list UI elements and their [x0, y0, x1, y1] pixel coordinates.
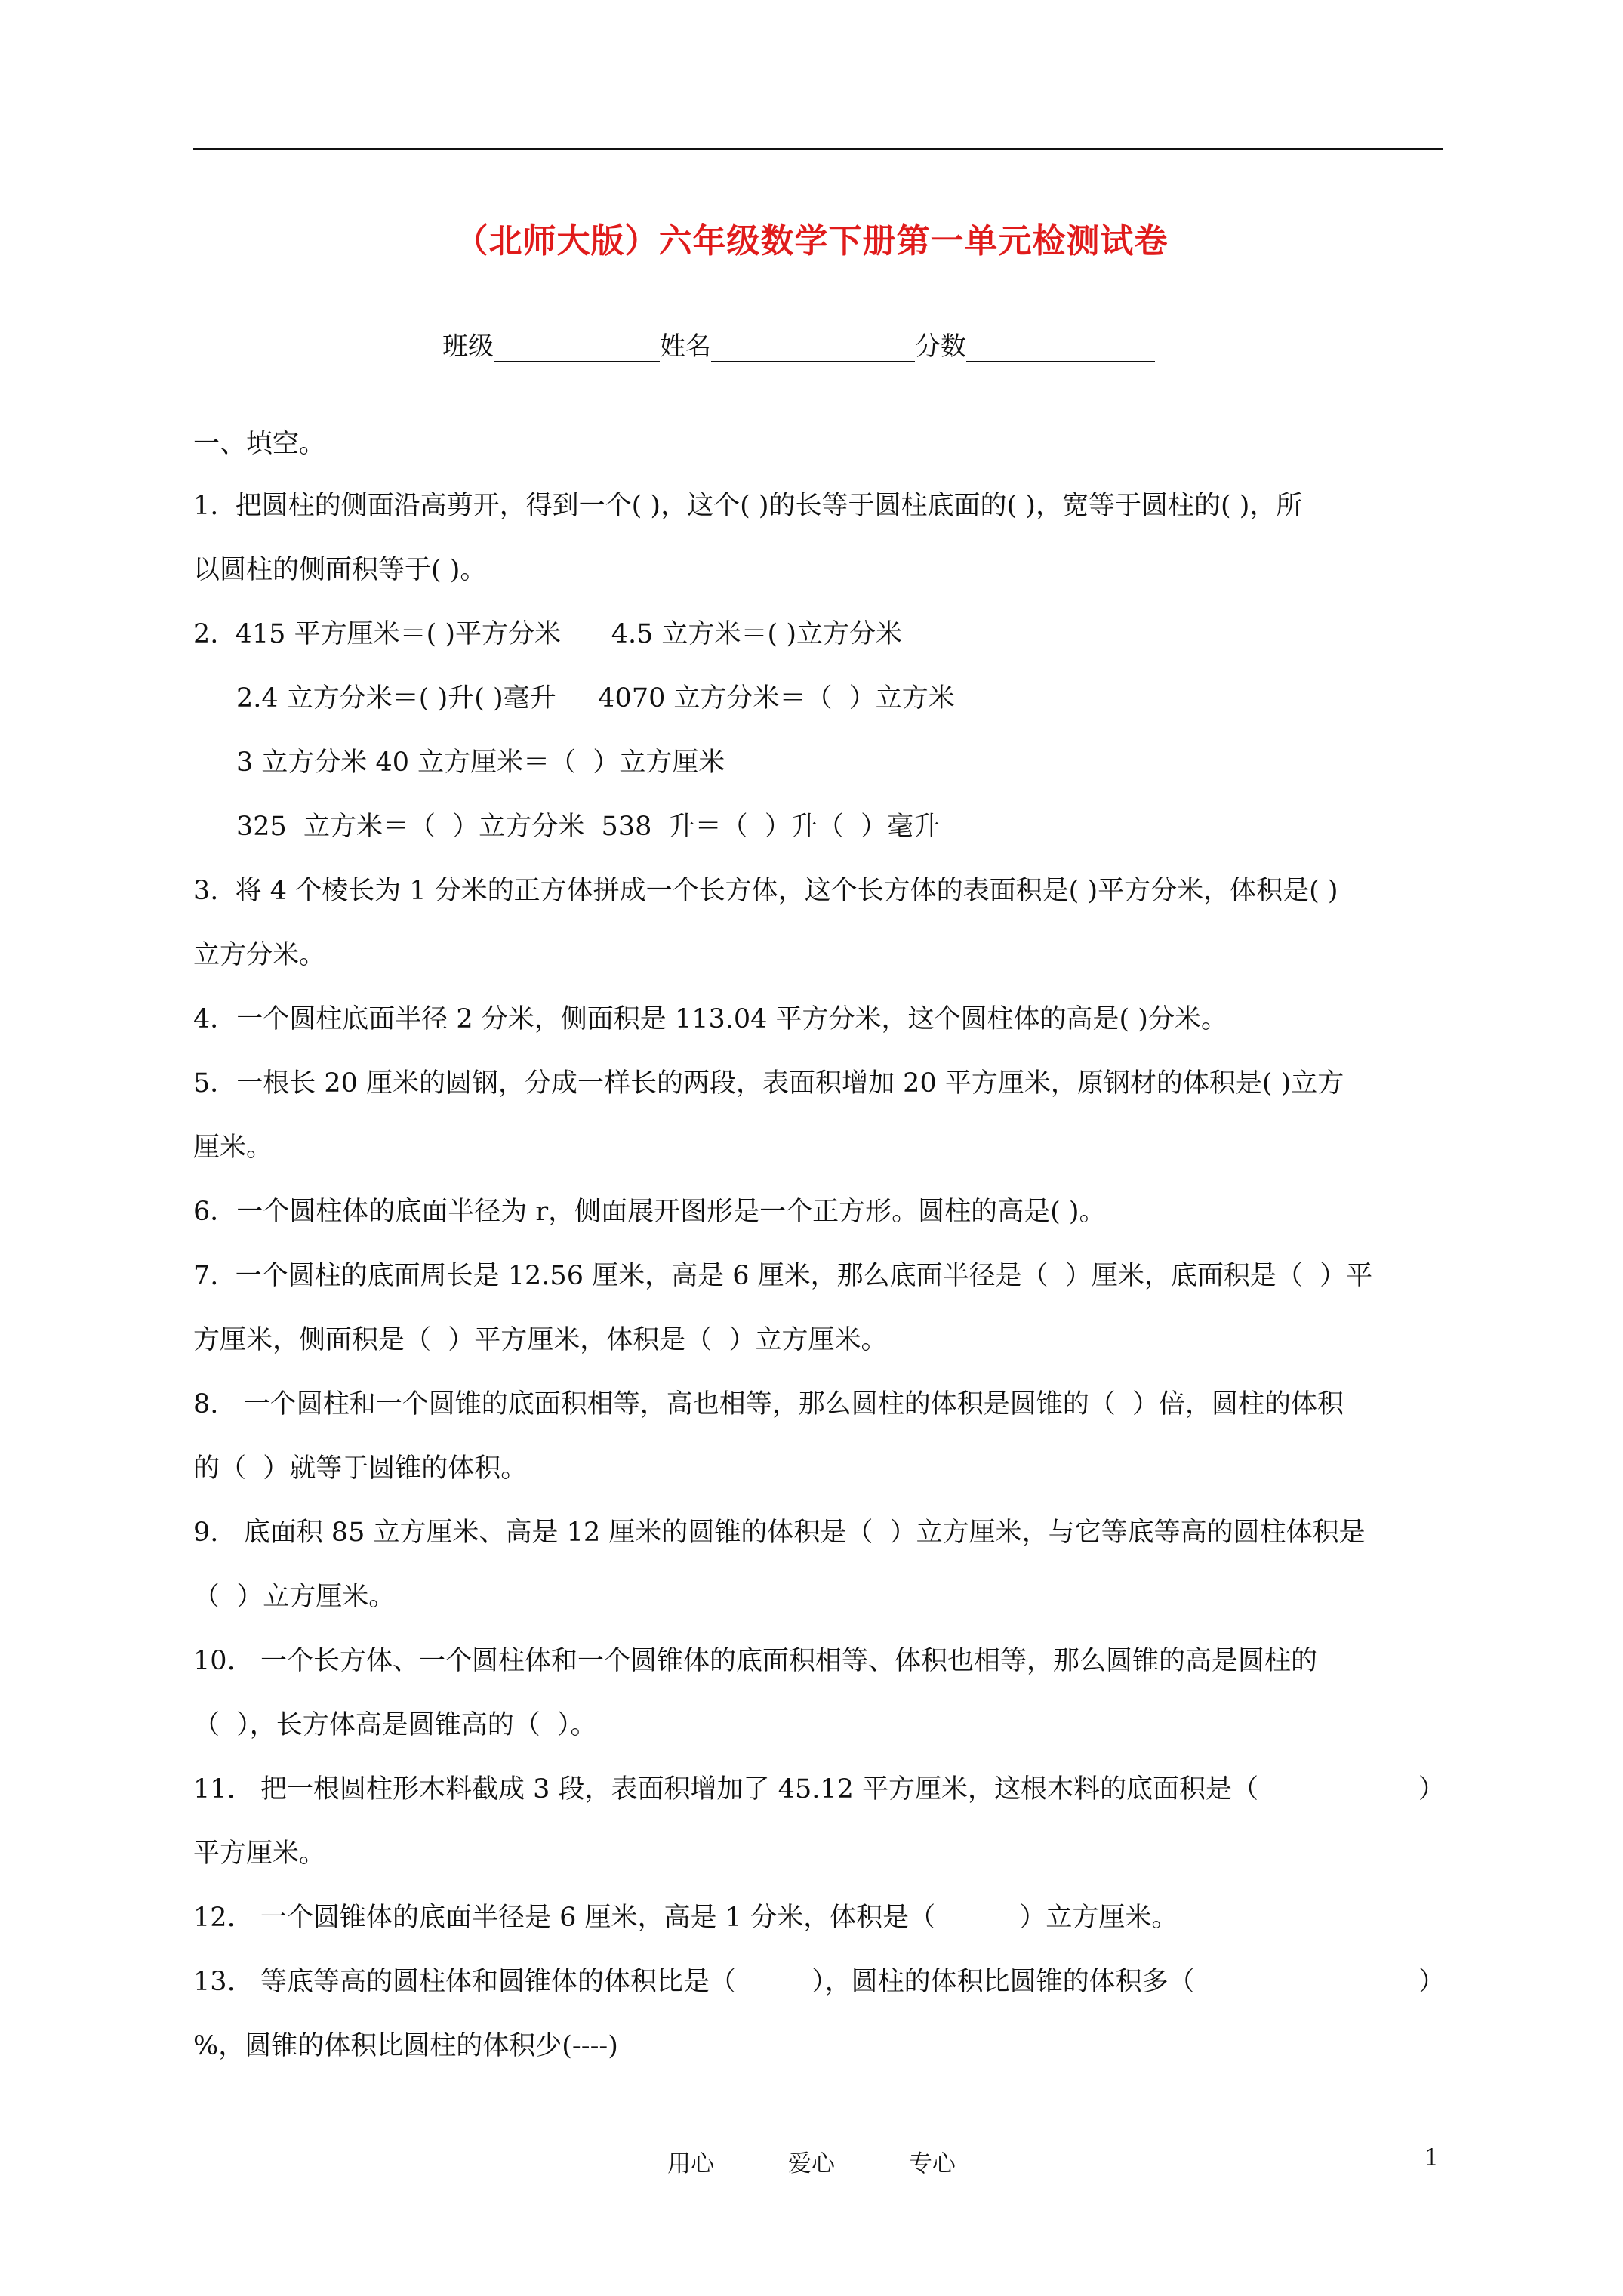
- question-line: 13. 等底等高的圆柱体和圆锥体的体积比是（ ），圆柱的体积比圆锥的体积多（: [193, 1967, 1195, 1997]
- question-line: （ ），长方体高是圆锥高的（ ）。: [193, 1710, 597, 1740]
- section-heading: 一、填空。: [193, 429, 326, 459]
- question-line: 以圆柱的侧面积等于( )。: [193, 555, 487, 585]
- page-number: 1: [1424, 2144, 1439, 2171]
- question-line: （ ）立方厘米。: [193, 1582, 396, 1612]
- question-line: 厘米。: [193, 1133, 273, 1163]
- question-line: 9. 底面积 85 立方厘米、高是 12 厘米的圆锥的体积是（ ）立方厘米，与它等底等高的圆柱体积是: [193, 1518, 1366, 1548]
- question-line-end: ）: [1418, 1967, 1445, 1997]
- question-line: 10. 一个长方体、一个圆柱体和一个圆锥体的底面积相等、体积也相等，那么圆锥的高是圆柱的: [193, 1646, 1318, 1676]
- question-line: 2.4 立方分米＝( )升( )毫升 4070 立方分米＝（ ）立方米: [236, 683, 955, 713]
- question-line: 方厘米，侧面积是（ ）平方厘米，体积是（ ）立方厘米。: [193, 1325, 888, 1355]
- question-line: 2. 415 平方厘米＝( )平方分米 4.5 立方米＝( )立方分米: [193, 619, 902, 649]
- question-line: 7. 一个圆柱的底面周长是 12.56 厘米，高是 6 厘米，那么底面半径是（ ）厘米，底面积是（ ）平: [193, 1261, 1373, 1291]
- question-line: 1. 把圆柱的侧面沿高剪开，得到一个( )，这个( )的长等于圆柱底面的( )，宽等于圆柱的( )，所: [193, 491, 1303, 521]
- footer-word: 专心: [908, 2150, 956, 2177]
- name-blank: [711, 334, 915, 362]
- document-title: （北师大版）六年级数学下册第一单元检测试卷: [454, 222, 1169, 260]
- student-info-line: [442, 325, 1155, 362]
- score-blank: [966, 334, 1155, 362]
- question-line-end: ）: [1418, 1774, 1445, 1804]
- question-line: 3. 将 4 个棱长为 1 分米的正方体拼成一个长方体，这个长方体的表面积是( )平方分米，体积是( ): [193, 876, 1338, 906]
- question-line: 5．一根长 20 厘米的圆钢，分成一样长的两段，表面积增加 20 平方厘米，原钢材的体积是( )立方: [193, 1068, 1344, 1099]
- question-line: 3 立方分米 40 立方厘米＝（ ）立方厘米: [236, 747, 725, 778]
- score-label: 分数: [915, 331, 966, 362]
- header-rule: [193, 148, 1443, 150]
- question-line: 4．一个圆柱底面半径 2 分米，侧面积是 113.04 平方分米，这个圆柱体的高是( )分米。: [193, 1004, 1227, 1034]
- class-blank: [494, 334, 660, 362]
- question-line: 6．一个圆柱体的底面半径为 r，侧面展开图形是一个正方形。圆柱的高是( )。: [193, 1197, 1106, 1227]
- footer-word: 爱心: [788, 2150, 835, 2177]
- footer-word: 用心: [667, 2150, 715, 2177]
- question-line: 12. 一个圆锥体的底面半径是 6 厘米，高是 1 分米，体积是（ ）立方厘米。: [193, 1903, 1178, 1933]
- question-line: %，圆锥的体积比圆柱的体积少(----): [193, 2031, 618, 2061]
- name-label: 姓名: [660, 331, 711, 362]
- question-line: 的（ ）就等于圆锥的体积。: [193, 1453, 528, 1484]
- question-line: 8. 一个圆柱和一个圆锥的底面积相等，高也相等，那么圆柱的体积是圆锥的（ ）倍，圆柱的体积: [193, 1389, 1344, 1419]
- question-line: 平方厘米。: [193, 1838, 326, 1869]
- page-footer: [0, 2144, 1623, 2178]
- class-label: 班级: [442, 331, 494, 362]
- question-line: 11. 把一根圆柱形木料截成 3 段，表面积增加了 45.12 平方厘米，这根木料的底面积是（: [193, 1774, 1259, 1804]
- question-line: 立方分米。: [193, 940, 326, 970]
- question-line: 325 立方米＝（ ）立方分米 538 升＝（ ）升（ ）毫升: [236, 812, 941, 842]
